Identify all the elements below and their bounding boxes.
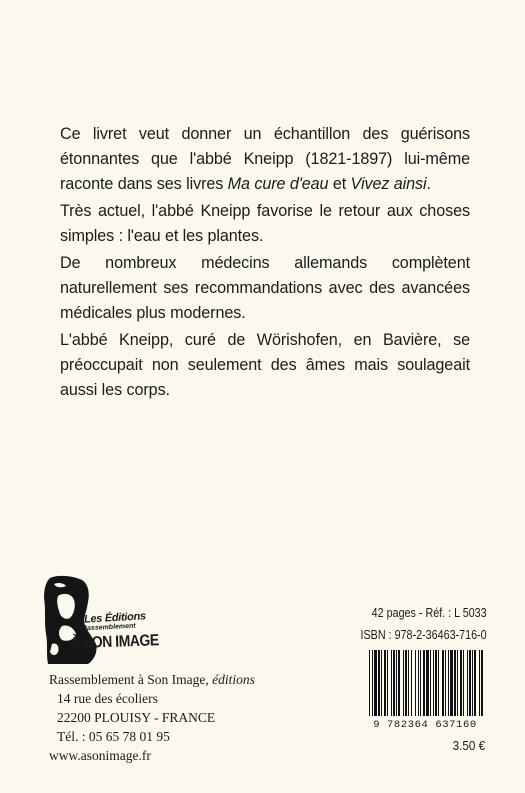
publisher-website: www.asonimage.fr (49, 748, 151, 763)
blurb-paragraph-2: Très actuel, l'abbé Kneipp favorise le retour aux choses simples : l'eau et les plantes. (60, 202, 470, 245)
book-title-2: Vivez ainsi (350, 175, 427, 193)
back-cover-blurb (60, 122, 470, 405)
price: 3.50 € (452, 738, 485, 753)
publisher-address (49, 670, 255, 765)
barcode-icon (363, 650, 487, 730)
pages-reference: 42 pages - Réf. : L 5033 (372, 606, 487, 620)
blurb-paragraph-1: Ce livret veut donner un échantillon des guérisons étonnantes que l'abbé Kneipp (1821-1897) lui-même raconte dans ses livres Ma cure d'eau et Vivez ainsi. (60, 125, 470, 193)
book-meta (361, 602, 487, 646)
blurb-paragraph-4: L'abbé Kneipp, curé de Wörishofen, en Bavière, se préoccupait non seulement des âmes mais soulageait aussi les corps. (60, 331, 470, 399)
barcode-digits: 9 782364 637160 (373, 719, 477, 730)
book-title-1: Ma cure d'eau (227, 175, 329, 193)
isbn: ISBN : 978-2-36463-716-0 (360, 628, 487, 642)
blurb-paragraph-3: De nombreux médecins allemands complètent naturellement ses recommandations avec des avancées médicales plus modernes. (60, 254, 470, 322)
publisher-city: 22200 PLOUISY - FRANCE (57, 710, 216, 725)
logo-text-editions: Les Éditions (83, 610, 147, 626)
publisher-name: Rassemblement à Son Image, éditions (49, 672, 255, 687)
publisher-street: 14 rue des écoliers (57, 691, 158, 706)
logo-text-rassemblement: Rassemblement (81, 622, 136, 633)
logo-text-son-image: À SON IMAGE (69, 630, 159, 652)
publisher-phone: Tél. : 05 65 78 01 95 (57, 729, 170, 744)
